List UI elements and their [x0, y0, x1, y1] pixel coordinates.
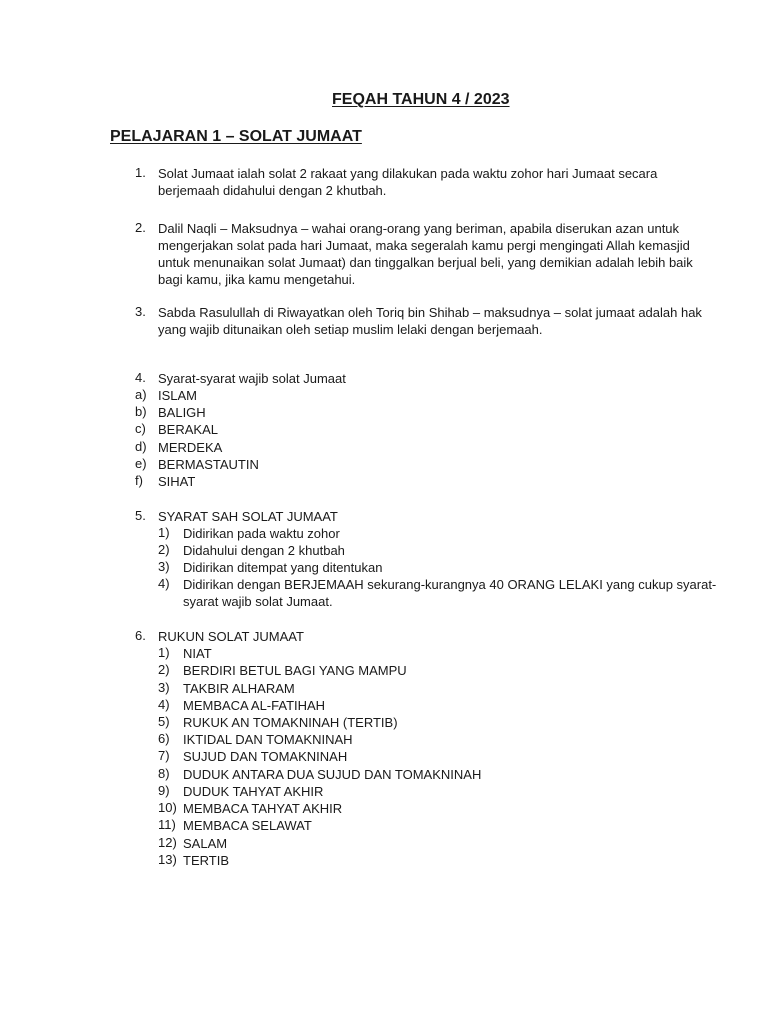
- list-item: MERDEKA: [158, 440, 223, 455]
- list-marker: 4): [158, 697, 170, 712]
- section-heading: RUKUN SOLAT JUMAAT: [158, 629, 304, 644]
- list-item: DUDUK TAHYAT AKHIR: [183, 784, 324, 799]
- list-item: BERMASTAUTIN: [158, 457, 259, 472]
- list-item: Didirikan ditempat yang ditentukan: [183, 560, 383, 575]
- point-line: Sabda Rasulullah di Riwayatkan oleh Toriq bin Shihab – maksudnya – solat jumaat adalah hak: [158, 305, 702, 320]
- list-item: BERDIRI BETUL BAGI YANG MAMPU: [183, 663, 407, 678]
- list-marker: 5): [158, 714, 170, 729]
- point-line: yang wajib ditunaikan oleh setiap muslim lelaki dengan berjemaah.: [158, 322, 543, 337]
- list-marker: 6): [158, 731, 170, 746]
- list-marker: 3): [158, 680, 170, 695]
- list-marker: 12): [158, 835, 177, 850]
- point-line: berjemaah didahului dengan 2 khutbah.: [158, 183, 387, 198]
- list-item: ISLAM: [158, 388, 198, 403]
- point-line: Solat Jumaat ialah solat 2 rakaat yang dilakukan pada waktu zohor hari Jumaat secara: [158, 166, 658, 181]
- point-number: 2.: [135, 220, 146, 235]
- list-marker: e): [135, 456, 147, 471]
- list-marker: 10): [158, 800, 177, 815]
- list-item: Didirikan dengan BERJEMAAH sekurang-kurangnya 40 ORANG LELAKI yang cukup syarat-: [183, 577, 717, 592]
- list-item: SUJUD DAN TOMAKNINAH: [183, 749, 348, 764]
- list-marker: 2): [158, 662, 170, 677]
- list-item: BALIGH: [158, 405, 206, 420]
- list-marker: 1): [158, 525, 170, 540]
- lesson-title: PELAJARAN 1 – SOLAT JUMAAT: [110, 128, 362, 145]
- list-marker: 2): [158, 542, 170, 557]
- list-marker: 11): [158, 817, 176, 832]
- list-marker: a): [135, 387, 147, 402]
- list-item: MEMBACA AL-FATIHAH: [183, 698, 326, 713]
- section-heading: SYARAT SAH SOLAT JUMAAT: [158, 509, 338, 524]
- list-item: MEMBACA SELAWAT: [183, 818, 312, 833]
- document-title: FEQAH TAHUN 4 / 2023: [332, 91, 510, 108]
- list-item: TAKBIR ALHARAM: [183, 681, 295, 696]
- list-item: MEMBACA TAHYAT AKHIR: [183, 801, 343, 816]
- list-item: NIAT: [183, 646, 212, 661]
- section-number: 4.: [135, 370, 146, 385]
- section-heading: Syarat-syarat wajib solat Jumaat: [158, 371, 346, 386]
- list-marker: 1): [158, 645, 170, 660]
- list-marker: 4): [158, 576, 170, 591]
- list-item: TERTIB: [183, 853, 229, 868]
- list-marker: 7): [158, 748, 170, 763]
- list-marker: 13): [158, 852, 177, 867]
- list-item: Didirikan pada waktu zohor: [183, 526, 340, 541]
- list-marker: d): [135, 439, 147, 454]
- point-number: 3.: [135, 304, 146, 319]
- list-item: SALAM: [183, 836, 228, 851]
- list-marker: 3): [158, 559, 170, 574]
- point-line: mengerjakan solat pada hari Jumaat, maka segeralah kamu pergi mengingati Allah kemasjid: [158, 238, 690, 253]
- point-line: bagi kamu, jika kamu mengetahui.: [158, 272, 356, 287]
- point-line: untuk menunaikan solat Jumaat) dan tinggalkan berjual beli, yang demikian adalah lebih baik: [158, 255, 693, 270]
- list-item: IKTIDAL DAN TOMAKNINAH: [183, 732, 353, 747]
- point-line: Dalil Naqli – Maksudnya – wahai orang-orang yang beriman, apabila diserukan azan untuk: [158, 221, 680, 236]
- point-number: 1.: [135, 165, 146, 180]
- section-number: 6.: [135, 628, 146, 643]
- list-marker: 8): [158, 766, 170, 781]
- list-marker: f): [135, 473, 143, 488]
- list-item: Didahului dengan 2 khutbah: [183, 543, 345, 558]
- section-number: 5.: [135, 508, 146, 523]
- list-item: BERAKAL: [158, 422, 218, 437]
- list-marker: c): [135, 421, 146, 436]
- list-item: RUKUK AN TOMAKNINAH (TERTIB): [183, 715, 398, 730]
- list-item-continuation: syarat wajib solat Jumaat.: [183, 594, 333, 609]
- list-item: SIHAT: [158, 474, 196, 489]
- list-marker: b): [135, 404, 147, 419]
- list-item: DUDUK ANTARA DUA SUJUD DAN TOMAKNINAH: [183, 767, 482, 782]
- list-marker: 9): [158, 783, 170, 798]
